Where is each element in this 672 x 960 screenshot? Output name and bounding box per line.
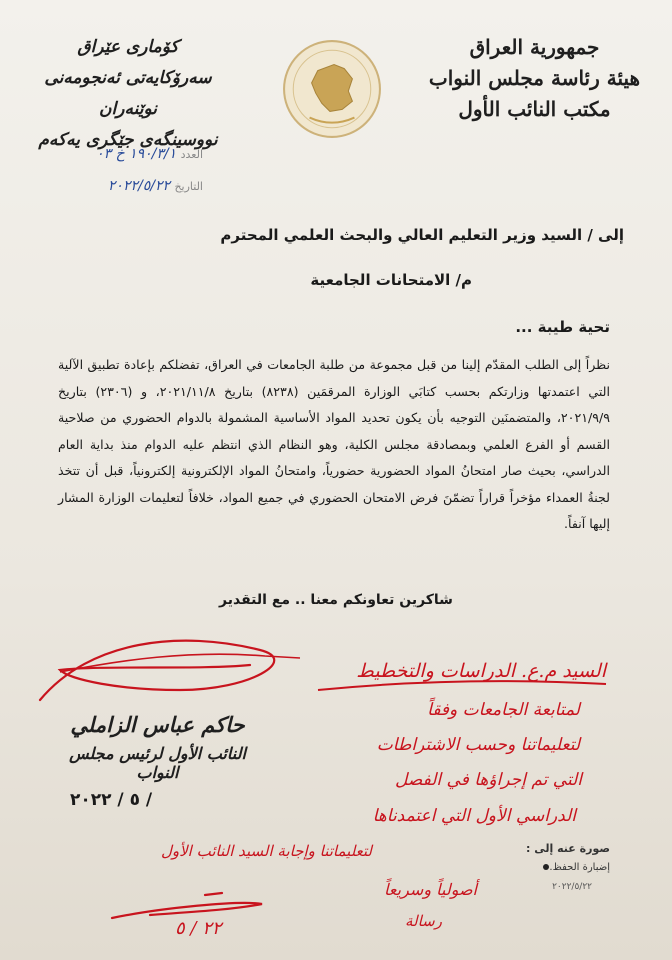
handwritten-line-6: لتعليماتنا وإجابة السيد النائب الأول bbox=[160, 842, 372, 860]
handwritten-line-2: لمتابعة الجامعات وفقاً bbox=[427, 700, 580, 720]
greeting: تحية طيبة ... bbox=[515, 318, 610, 336]
recipient-line: إلى / السيد وزير التعليم العالي والبحث العلمي المحترم bbox=[220, 226, 624, 244]
header-arabic bbox=[427, 32, 642, 125]
header-arabic-line-3: مكتب النائب الأول bbox=[458, 97, 611, 121]
handwritten-date-note: ٢٢ / ٥ bbox=[175, 918, 222, 939]
header-kurdish-line-1: كۆماری عێراق bbox=[77, 37, 179, 57]
signature-top-stroke bbox=[40, 641, 274, 700]
signer-title: النائب الأول لرئيس مجلس النواب bbox=[69, 744, 246, 782]
handwritten-line-4: التي تم إجراؤها في الفصل bbox=[395, 770, 582, 790]
copy-to-item bbox=[537, 862, 610, 873]
header-kurdish bbox=[28, 32, 228, 156]
copy-to-reference: ٢٠٢٢/٥/٢٢ bbox=[552, 882, 592, 892]
handwritten-line-5: الدراسي الأول التي اعتمدناها bbox=[372, 806, 576, 826]
handwritten-line-7: أصولياً وسريعاً bbox=[384, 880, 477, 899]
header-arabic-line-1: جمهورية العراق bbox=[469, 35, 600, 59]
header-arabic-line-2: هيئة رئاسة مجلس النواب bbox=[428, 66, 641, 90]
handwritten-line-3: لتعليماتنا وحسب الاشتراطات bbox=[376, 735, 580, 755]
handwritten-underline-1 bbox=[318, 681, 606, 690]
reference-date bbox=[28, 178, 203, 194]
header-kurdish-line-3: نووسینگەی جێگری یەكەم bbox=[38, 130, 218, 150]
reference-number-value: ١٩٠/٣/١ خ ٠٣ bbox=[96, 146, 177, 162]
letter-body: نظراً إلى الطلب المقدّم إلينا من قبل مجموعة من طلبة الجامعات في العراق، تفضلكم بإعادة تطبيق الآلية التي اعتمدتها وزارتكم بحسب كتابَي الوزارة المرقمَين (٨٢٣٨) بتاريخ ٢٠٢١/١١/٨، و (٢٣٠٦) بتاريخ ٢٠٢١/٩/٩، والمتضمنَين التوجيه بأن يكون تحديد المواد الأساسية المشمولة بالدوام الحضوري من صلاحية القسم أو الفرع العلمي وبمصادقة مجلس الكلية، وهو النظام الذي انتظم عليه الدوام منذ بداية العام الدراسي، بحيث صار امتحانُ المواد الحضورية حضورياً، وامتحانُ المواد الإلكترونية إلكترونياً، قبل أن تتخذ لجنةُ العمداء مؤخراً قراراً تضمّنَ فرض الامتحان الحضوري في جميع المواد، خلافاً لتعليمات الوزارة المشار إليها آنفاً. bbox=[58, 357, 611, 531]
reference-date-value: ٢٠٢٢/٥/٢٢ bbox=[107, 178, 170, 194]
parliament-emblem-icon bbox=[281, 38, 383, 140]
signature-bottom-stroke bbox=[112, 893, 262, 918]
copy-to-label: صورة عنه إلى : bbox=[526, 842, 610, 855]
reference-number-label: العدد bbox=[180, 148, 203, 161]
signer-name: حاكم عباس الزاملي bbox=[70, 712, 245, 737]
signature-date: / ٥ / ٢٠٢٢ bbox=[70, 790, 153, 810]
closing-line: شاكرين تعاونكم معنا .. مع التقدير bbox=[219, 592, 453, 608]
handwritten-line-8: رسالة bbox=[405, 912, 442, 930]
reference-number bbox=[28, 146, 203, 162]
subject-line: م/ الامتحانات الجامعية bbox=[310, 271, 472, 289]
reference-date-label: التاريخ bbox=[174, 180, 203, 193]
header-kurdish-line-2: سەرۆكایەتی ئەنجومەنی نوێنەران bbox=[44, 68, 212, 119]
handwritten-line-1: السيد م.ع. الدراسات والتخطيط bbox=[356, 660, 606, 682]
signature-top-stroke-2 bbox=[60, 654, 300, 672]
copy-to-item-text: إضبارة الحفظ. bbox=[549, 862, 610, 873]
